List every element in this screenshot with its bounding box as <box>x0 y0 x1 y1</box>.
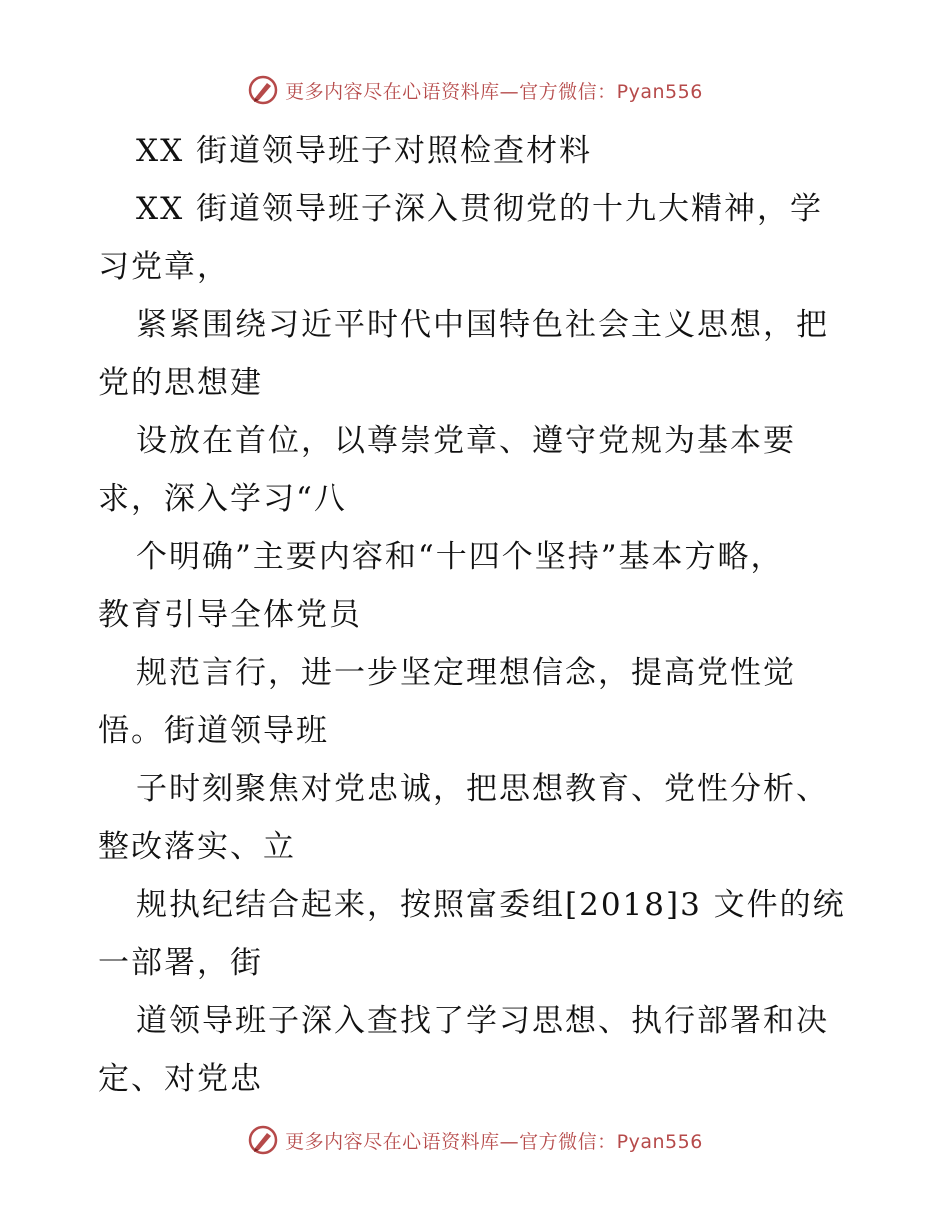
text-line: 子时刻聚焦对党忠诚，把思想教育、党性分析、 <box>136 771 829 807</box>
text-line: 党的思想建 <box>98 365 263 401</box>
text-line: 悟。街道领导班 <box>98 713 329 749</box>
text-line: 个明确”主要内容和“十四个坚持”基本方略， <box>136 539 784 575</box>
text-line: 规范言行，进一步坚定理想信念，提高党性觉 <box>136 655 796 691</box>
text-line: 一部署，街 <box>98 945 263 981</box>
text-line: 教育引导全体党员 <box>98 597 362 633</box>
text-line: 道领导班子深入查找了学习思想、执行部署和决 <box>136 1003 829 1039</box>
text-line: 习党章， <box>98 249 230 285</box>
pen-logo-icon <box>247 74 279 106</box>
footer-banner-text: 更多内容尽在心语资料库—官方微信：Pyan556 <box>285 1130 703 1153</box>
text-line: 规执纪结合起来，按照富委组[2018]3 文件的统 <box>136 887 846 923</box>
header-banner <box>0 70 950 110</box>
text-line: XX 街道领导班子深入贯彻党的十九大精神，学 <box>136 191 823 227</box>
text-line: 整改落实、立 <box>98 829 296 865</box>
footer-banner-content <box>247 1124 703 1156</box>
text-line: 紧紧围绕习近平时代中国特色社会主义思想，把 <box>136 307 829 343</box>
text-line: 求，深入学习“八 <box>98 481 347 517</box>
document-body <box>98 122 858 1108</box>
text-line: 设放在首位，以尊崇党章、遵守党规为基本要 <box>136 423 796 459</box>
text-line: 定、对党忠 <box>98 1061 263 1097</box>
header-banner-content <box>247 74 703 106</box>
pen-logo-icon <box>247 1124 279 1156</box>
footer-banner <box>0 1120 950 1160</box>
header-banner-text: 更多内容尽在心语资料库—官方微信：Pyan556 <box>285 80 703 103</box>
document-title: XX 街道领导班子对照检查材料 <box>136 133 592 169</box>
